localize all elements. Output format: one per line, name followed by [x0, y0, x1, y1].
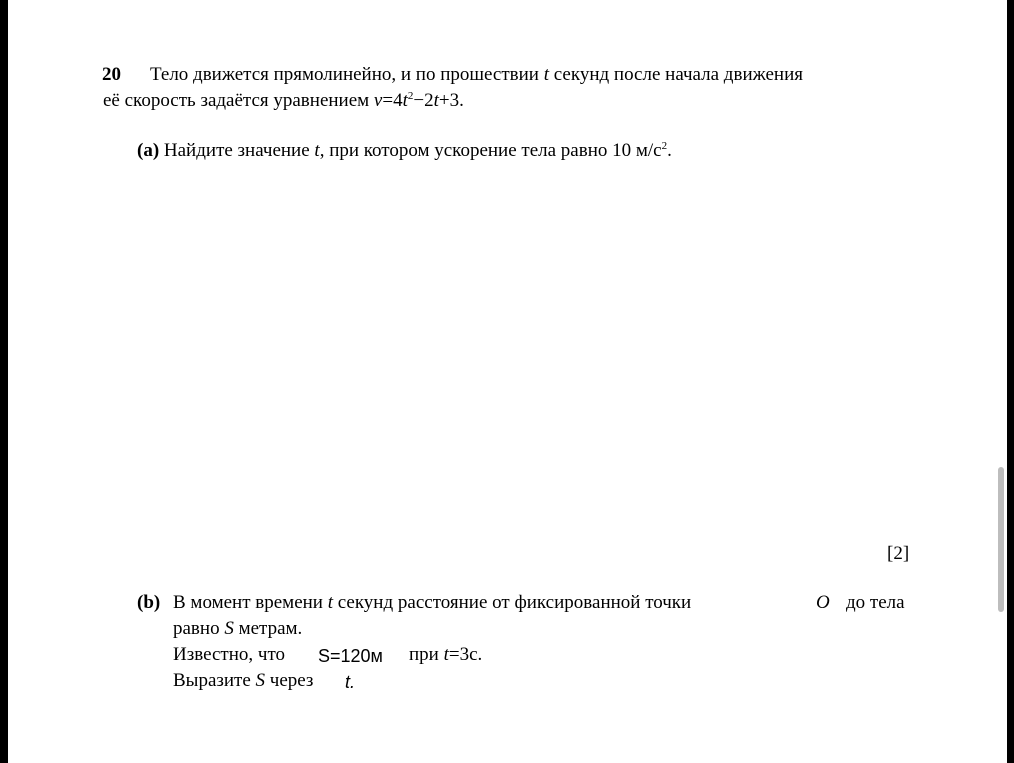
intro-text: Тело движется прямолинейно, и по прошествии: [150, 64, 544, 85]
equation-part: +3.: [438, 90, 464, 111]
part-a-label: (a): [137, 140, 160, 161]
intro-text: секунд после начала движения: [549, 64, 804, 85]
equation-part: =4: [382, 90, 403, 111]
part-b-text: равно: [173, 618, 225, 639]
part-a-text: , при котором ускорение тела равно 10 м/с: [319, 140, 662, 161]
question-intro-line-2: [103, 90, 464, 112]
part-b-text: при: [409, 644, 444, 665]
part-b-text: В момент времени: [173, 592, 328, 613]
exponent: 2: [407, 90, 414, 102]
variable-t: t: [402, 90, 408, 111]
intro-text: её скорость задаётся уравнением: [103, 90, 374, 111]
part-b-label-line: [137, 592, 160, 614]
part-a-prompt: [137, 140, 672, 162]
variable-S: S: [255, 670, 266, 691]
part-b-text: секунд расстояние от фиксированной точки: [333, 592, 692, 613]
variable-S: S: [224, 618, 234, 639]
question-intro-line-1: [150, 64, 803, 86]
part-b-text-end: до тела: [846, 592, 905, 613]
variable-t-sans: t.: [345, 672, 356, 692]
part-b-text: Выразите: [173, 670, 256, 691]
variable-t: t: [327, 592, 333, 613]
part-b-text: метрам.: [233, 618, 303, 639]
part-a-marks: [2]: [887, 543, 910, 564]
point-O: O: [816, 592, 830, 613]
part-b-label: (b): [137, 592, 161, 613]
variable-t: t: [443, 644, 449, 665]
part-a-text: Найдите значение: [159, 140, 315, 161]
variable-t: t: [543, 64, 550, 85]
part-b-line-4: [173, 670, 313, 692]
part-b-line-3-text: Известно, что: [173, 644, 286, 665]
variable-t: t: [314, 140, 320, 161]
variable-t: t: [433, 90, 439, 111]
part-b-line-1: [173, 592, 691, 614]
given-formula: S=120м: [318, 646, 383, 666]
variable-v: v: [373, 90, 383, 111]
part-a-text: .: [667, 140, 672, 161]
document-page: [8, 0, 1007, 763]
exponent: 2: [661, 140, 668, 152]
part-b-text: =3с.: [448, 644, 483, 665]
part-b-text: через: [265, 670, 314, 691]
part-b-line-3-condition: [409, 644, 482, 666]
equation-part: −2: [413, 90, 434, 111]
part-b-line-2: [173, 618, 302, 640]
vertical-scrollbar[interactable]: [998, 467, 1004, 612]
question-number: 20: [102, 64, 121, 85]
